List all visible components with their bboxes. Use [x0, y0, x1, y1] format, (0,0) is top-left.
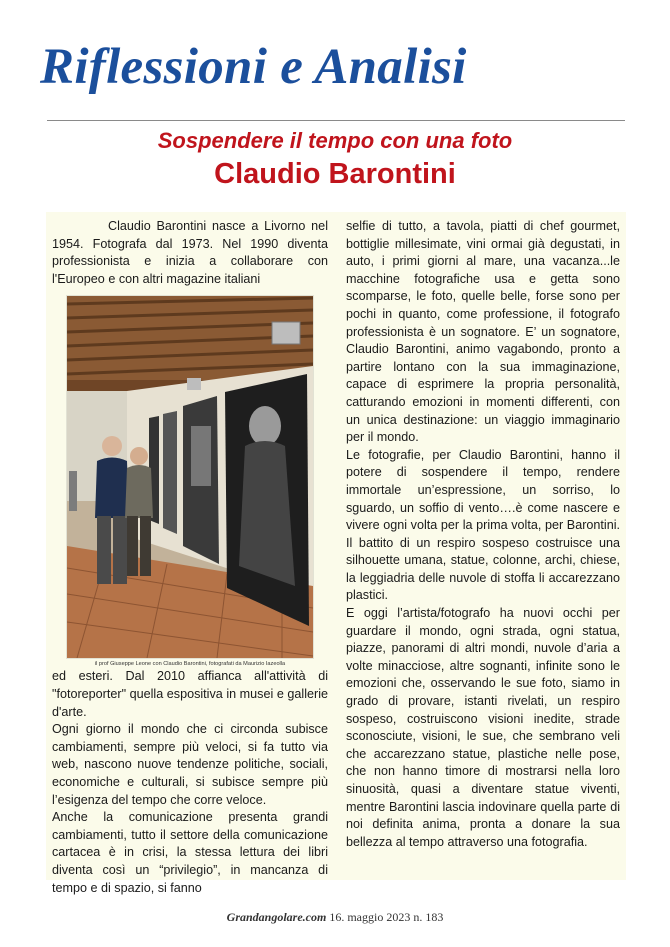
footer-issue: 16. maggio 2023 n. 183	[326, 910, 444, 924]
paragraph: Claudio Barontini nasce a Livorno nel 1954. Fotografa dal 1973. Nel 1990 diventa professionista e inizia a collaborare con l'Europeo e con altri magazine italiani	[52, 219, 328, 286]
paragraph: selfie di tutto, a tavola, piatti di chef gourmet, bottiglie millesimate, vini ormai già degustati, in auto, i primi giorni al mare, una vacanza...le macchine fotografiche usa e getta sono scomparse, le foto, quelle belle, forse sono per pochi in quanto, come professione, il fotografo professionista è un sognatore. E’ un sognatore, Claudio Barontini, animo vagabondo, pronto a partire lontano con la sua immaginazione, capace di esprimere la propria personalità, catturando emozioni in momenti differenti, con un unica destinazione: un viaggio immaginario per il mondo.	[346, 219, 620, 445]
article-subtitle: Sospendere il tempo con una foto	[157, 128, 513, 153]
paragraph: Anche la comunicazione presenta grandi cambiamenti, tutto il settore della comunicazione cartacea è in crisi, la stessa lettura dei libri diventa così un “privilegio”, in mancanza di tempo e di spazio, si fanno	[52, 810, 328, 895]
paragraph: E oggi l’artista/fotografo ha nuovi occhi per guardare il mondo, ogni strada, ogni statua, piazze, panorami di altri mondi, nuvole d’aria a volte minacciose, altre sognanti, infinite sono le emozioni che, osservando le sue foto, siamo in grado di provare, istanti rivelati, un respiro sospeso, costruiscono visioni inedite, strade sconosciute, visioni, le sue, che sembrano veli che accarezzano statue, plastiche nelle pose, che non hanno timore di mostrarsi nella loro sinuosità, quasi a diventare statue viventi, mentre Barontini lascia indovinare quella parte di noi definita anima, pronta a donare la sua bellezza al tempo attraverso una fotografia.	[346, 606, 620, 849]
article-column-right	[346, 218, 620, 851]
exhibition-photo	[66, 295, 314, 659]
paragraph: ed esteri. Dal 2010 affianca all'attività di "fotoreporter" quella espositiva in musei e gallerie d'arte.	[52, 669, 328, 719]
header-divider	[47, 120, 625, 121]
paragraph: Le fotografie, per Claudio Barontini, hanno il potere di sospendere il tempo, rendere immortale un’espressione, un sorriso, lo sguardo, un soffio di vento….è come nascere e vivere ogni volta per la prima volta, per Barontini. Il battito di un respiro sospeso costruisce una silhouette umana, statue, colonne, archi, chiese, la leggiadria delle nuvole di stoffa li accarezzano plastici.	[346, 447, 620, 603]
footer-site: Grandangolare.com	[226, 910, 327, 924]
masthead-title: Riflessioni e Analisi	[40, 39, 467, 95]
article-author: Claudio Barontini	[214, 158, 456, 190]
article-body	[46, 212, 626, 895]
article-column-left	[52, 218, 328, 897]
page-footer	[0, 910, 670, 925]
paragraph: Ogni giorno il mondo che ci circonda subisce cambiamenti, sempre più veloci, si fa tutto via web, nascono nuove tendenze politiche, sociali, economiche e culturali, si subisce sempre più l’esigenza del tempo che corre veloce.	[52, 722, 328, 807]
photo-caption: il prof Giuseppe Leone con Claudio Barontini, fotografati da Maurizio Iazeolla	[94, 661, 286, 668]
